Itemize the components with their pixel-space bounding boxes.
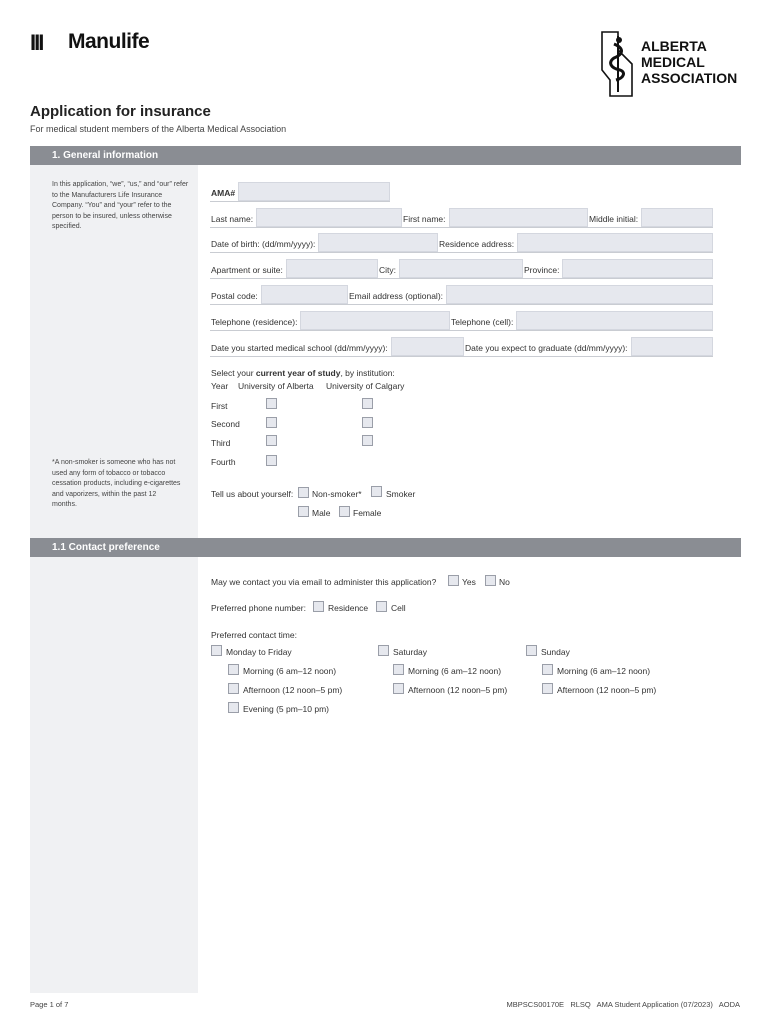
med-school-start-row: [210, 337, 464, 357]
form-code: MBPSCS00170E RLSQ AMA Student Application (07/2023) AODA: [506, 1000, 740, 1009]
female-checkbox[interactable]: [339, 506, 350, 517]
email-label: Email address (optional):: [349, 291, 444, 301]
tel-residence-label: Telephone (residence):: [211, 317, 298, 327]
middle-initial-input[interactable]: [641, 208, 713, 227]
middle-initial-label: Middle initial:: [589, 214, 639, 224]
ama-number-label: AMA#: [211, 188, 236, 198]
tel-residence-row: [210, 311, 450, 331]
smoker-label: Smoker: [386, 489, 416, 499]
dob-label: Date of birth: (dd/mm/yyyy):: [211, 239, 316, 249]
postal-code-label: Postal code:: [211, 291, 258, 301]
phone-cell-checkbox[interactable]: [376, 601, 387, 612]
saturday-morning-label: Morning (6 am–12 noon): [408, 666, 502, 676]
section-1-1-sidebar: [30, 557, 198, 993]
mon-fri-morning-label: Morning (6 am–12 noon): [243, 666, 337, 676]
study-prompt-prefix: Select your: [211, 368, 256, 378]
province-row: [523, 259, 713, 279]
contact-time-question: Preferred contact time:: [211, 630, 297, 640]
email-input[interactable]: [446, 285, 713, 304]
manulife-logo-text: Manulife: [68, 30, 150, 53]
graduate-date-row: [464, 337, 713, 357]
sunday-afternoon-label: Afternoon (12 noon–5 pm): [557, 685, 657, 695]
saturday-morning-checkbox[interactable]: [393, 664, 404, 675]
last-name-row: [210, 208, 402, 228]
saturday-label: Saturday: [393, 647, 428, 657]
female-label: Female: [353, 508, 382, 518]
sunday-morning-checkbox[interactable]: [542, 664, 553, 675]
col-year-header: Year: [211, 381, 229, 391]
mon-fri-afternoon-checkbox[interactable]: [228, 683, 239, 694]
province-input[interactable]: [562, 259, 713, 278]
study-prompt-bold: current year of study: [255, 368, 341, 378]
ama-number-row: [210, 182, 390, 202]
city-input[interactable]: [399, 259, 523, 278]
mon-fri-label: Monday to Friday: [226, 647, 292, 657]
middle-initial-row: [588, 208, 713, 228]
tel-cell-row: [450, 311, 713, 331]
apartment-label: Apartment or suite:: [211, 265, 283, 275]
dob-row: [210, 233, 438, 253]
province-label: Province:: [524, 265, 560, 275]
male-label: Male: [312, 508, 331, 518]
last-name-label: Last name:: [211, 214, 254, 224]
email-yes-checkbox[interactable]: [448, 575, 459, 586]
uofa-fourth-checkbox[interactable]: [266, 455, 277, 466]
section-1-1-heading: 1.1 Contact preference: [30, 538, 741, 557]
ama-wordmark-line3: ASSOCIATION: [641, 70, 738, 86]
year-third-label: Third: [211, 438, 231, 448]
med-school-start-input[interactable]: [391, 337, 464, 356]
email-yes-label: Yes: [462, 577, 476, 587]
mon-fri-checkbox[interactable]: [211, 645, 222, 656]
city-label: City:: [379, 265, 396, 275]
phone-preference-question: Preferred phone number:: [211, 603, 306, 613]
saturday-afternoon-label: Afternoon (12 noon–5 pm): [408, 685, 508, 695]
uofa-second-checkbox[interactable]: [266, 417, 277, 428]
apartment-row: [210, 259, 378, 279]
email-no-label: No: [499, 577, 510, 587]
sunday-afternoon-checkbox[interactable]: [542, 683, 553, 694]
ama-emblem-icon: [596, 30, 638, 98]
year-second-label: Second: [211, 419, 240, 429]
graduate-date-label: Date you expect to graduate (dd/mm/yyyy):: [465, 343, 628, 353]
uofc-second-checkbox[interactable]: [362, 417, 373, 428]
email-contact-question: May we contact you via email to administer this application?: [211, 577, 437, 587]
ama-wordmark-line1: ALBERTA: [641, 38, 707, 54]
male-checkbox[interactable]: [298, 506, 309, 517]
smoker-checkbox[interactable]: [371, 486, 382, 497]
saturday-afternoon-checkbox[interactable]: [393, 683, 404, 694]
phone-residence-checkbox[interactable]: [313, 601, 324, 612]
med-school-start-label: Date you started medical school (dd/mm/yyyy):: [211, 343, 388, 353]
residence-address-label: Residence address:: [439, 239, 515, 249]
residence-address-input[interactable]: [517, 233, 713, 252]
uofa-third-checkbox[interactable]: [266, 435, 277, 446]
mon-fri-evening-checkbox[interactable]: [228, 702, 239, 713]
email-row: [348, 285, 713, 305]
apartment-input[interactable]: [286, 259, 378, 278]
definitions-note: In this application, “we”, “us,” and “our” refer to the Manufacturers Life Insurance Company. “You” and “your” refer to the person to be insured, unless otherwise specified.: [52, 181, 189, 230]
about-yourself-label: Tell us about yourself:: [211, 489, 294, 499]
non-smoker-label: Non-smoker*: [312, 489, 362, 499]
study-year-prompt: [211, 368, 395, 378]
postal-code-input[interactable]: [261, 285, 348, 304]
uofa-first-checkbox[interactable]: [266, 398, 277, 409]
first-name-row: [402, 208, 588, 228]
saturday-checkbox[interactable]: [378, 645, 389, 656]
sunday-label: Sunday: [541, 647, 570, 657]
dob-input[interactable]: [318, 233, 438, 252]
sunday-morning-label: Morning (6 am–12 noon): [557, 666, 651, 676]
page-number: Page 1 of 7: [30, 1000, 69, 1009]
tel-cell-input[interactable]: [516, 311, 713, 330]
page-subtitle: For medical student members of the Alberta Medical Association: [30, 124, 287, 134]
phone-residence-label: Residence: [328, 603, 369, 613]
tel-residence-input[interactable]: [300, 311, 450, 330]
non-smoker-checkbox[interactable]: [298, 487, 309, 498]
col-uofa-header: University of Alberta: [238, 381, 314, 391]
section-1-heading: 1. General information: [30, 146, 741, 165]
first-name-label: First name:: [403, 214, 446, 224]
phone-cell-label: Cell: [391, 603, 406, 613]
uofc-first-checkbox[interactable]: [362, 398, 373, 409]
mon-fri-afternoon-label: Afternoon (12 noon–5 pm): [243, 685, 343, 695]
manulife-logo-mark: III: [30, 30, 43, 55]
ama-number-input[interactable]: [238, 182, 390, 201]
first-name-input[interactable]: [449, 208, 588, 227]
page-title: Application for insurance: [30, 103, 211, 120]
uofc-third-checkbox[interactable]: [362, 435, 373, 446]
mon-fri-morning-checkbox[interactable]: [228, 664, 239, 675]
mon-fri-evening-label: Evening (5 pm–10 pm): [243, 704, 329, 714]
ama-wordmark: [641, 38, 737, 86]
graduate-date-input[interactable]: [631, 337, 713, 356]
year-fourth-label: Fourth: [211, 457, 236, 467]
study-prompt-suffix: , by institution:: [340, 368, 395, 378]
ama-wordmark-line2: MEDICAL: [641, 54, 705, 70]
postal-code-row: [210, 285, 348, 305]
city-row: [378, 259, 523, 279]
email-no-checkbox[interactable]: [485, 575, 496, 586]
year-first-label: First: [211, 401, 228, 411]
col-uofc-header: University of Calgary: [326, 381, 405, 391]
residence-address-row: [438, 233, 713, 253]
sunday-checkbox[interactable]: [526, 645, 537, 656]
tel-cell-label: Telephone (cell):: [451, 317, 514, 327]
last-name-input[interactable]: [256, 208, 402, 227]
non-smoker-note: *A non-smoker is someone who has not used any form of tobacco or tobacco cessation products, including e-cigarettes and vaporizers, within the past 12 months.: [52, 459, 181, 508]
